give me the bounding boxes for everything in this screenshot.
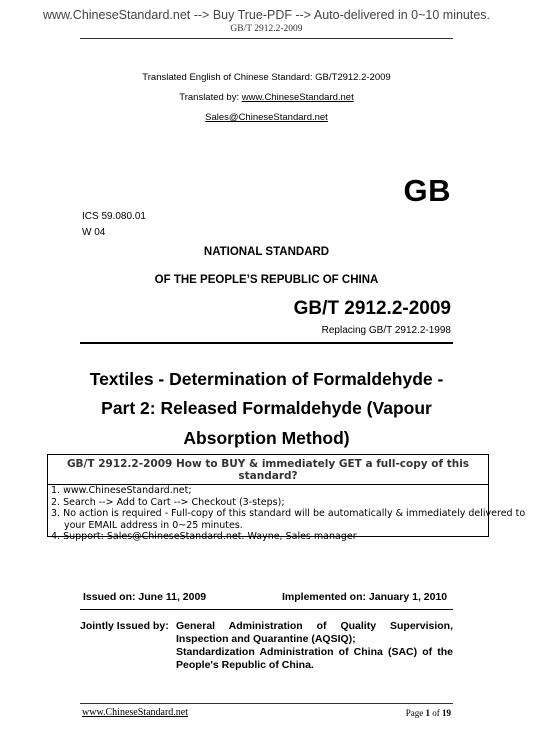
page-indicator [406,708,451,718]
republic-heading: OF THE PEOPLE’S REPUBLIC OF CHINA [154,274,379,286]
document-title-line-2: Part 2: Released Formaldehyde (Vapour [101,398,432,418]
header-standard-code: GB/T 2912.2-2009 [230,24,303,34]
dates-divider [80,609,453,610]
issuers-list [176,620,453,672]
ics-code: ICS 59.080.01 [82,211,146,222]
translated-by-label: Translated by: [179,92,242,103]
implemented-date: Implemented on: January 1, 2010 [282,591,448,603]
issuer-line-4: People's Republic of China. [176,659,314,671]
page-label: Page [405,708,426,718]
page-number: 1 [425,708,430,718]
translated-by [0,92,533,103]
footer-site-link[interactable]: www.ChineseStandard.net [82,707,188,718]
purchase-step-3-continued: your EMAIL address in 0~25 minutes. [64,519,243,531]
purchase-support: 4. Support: Sales@ChineseStandard.net. Wayne, Sales manager [51,531,357,542]
national-standard-heading: NATIONAL STANDARD [203,246,330,258]
issuer-line-1: General Administration of Quality Supervision, [176,620,453,632]
purchase-info-box [47,454,526,542]
page-total: 19 [442,708,451,718]
title-divider [80,342,453,344]
standard-number: GB/T 2912.2-2009 [293,298,451,319]
classification-code: W 04 [82,227,106,238]
header-banner: www.ChineseStandard.net --> Buy True-PDF --> Auto-delivered in 0~10 minutes. [42,8,491,22]
purchase-info-heading: GB/T 2912.2-2009 How to BUY & immediately GET a full-copy of this standard? [48,455,488,485]
page-of-label: of [430,708,442,718]
translator-link[interactable]: www.ChineseStandard.net [241,92,354,103]
replacing-note: Replacing GB/T 2912.2-1998 [321,325,451,336]
footer-divider [80,703,453,704]
issuer-line-2: Inspection and Quarantine (AQSIQ); [176,633,356,645]
gb-mark: GB [403,173,451,208]
document-title-line-1: Textiles - Determination of Formaldehyde - [89,369,444,389]
translation-line: Translated English of Chinese Standard: GB/T2912.2-2009 [142,72,391,83]
sales-email-link[interactable] [0,112,533,123]
sales-email-text[interactable]: Sales@ChineseStandard.net [205,112,328,123]
purchase-step-2: 2. Search --> Add to Cart --> Checkout (3-steps); [51,496,285,508]
issuer-line-3: Standardization Administration of China (SAC) of the [176,646,453,658]
issued-date: Issued on: June 11, 2009 [83,591,207,603]
document-title-line-3: Absorption Method) [183,428,350,448]
issuers-label: Jointly Issued by: [80,620,169,632]
purchase-step-3: 3. No action is required - Full-copy of this standard will be automatically & immediately delivered to [51,508,526,519]
header-divider [80,38,453,39]
purchase-step-1: 1. www.ChineseStandard.net; [51,485,192,496]
